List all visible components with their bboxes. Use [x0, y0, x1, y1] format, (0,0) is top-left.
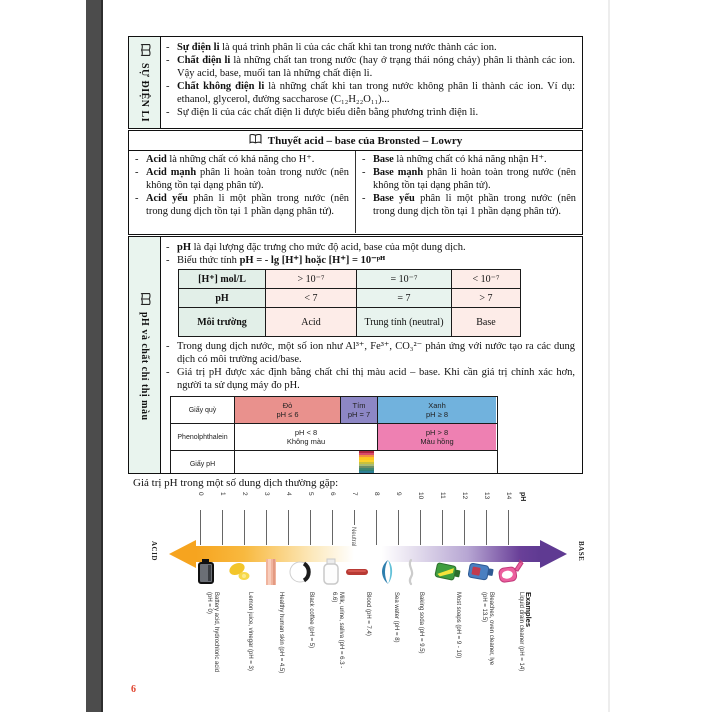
- table-cell: = 10⁻⁷: [357, 270, 452, 289]
- page-number: 6: [131, 684, 136, 695]
- ph-paper-swatch: [359, 473, 374, 474]
- tick-mark: [310, 510, 311, 545]
- tick-mark: [288, 510, 289, 545]
- table-row: [179, 308, 521, 337]
- bullet-item: [166, 80, 575, 106]
- table-cell: < 7: [266, 289, 357, 308]
- bullet-item: [166, 241, 575, 254]
- cell-line: Xanh: [428, 401, 446, 410]
- cell-line: Đỏ: [282, 401, 293, 410]
- tick-label: 7: [351, 492, 358, 496]
- cell-line: pH ≥ 8: [425, 410, 449, 419]
- bullet-dash: -: [166, 242, 170, 253]
- sidebar-su-dien-li: [129, 37, 161, 128]
- tick-mark: [354, 510, 355, 525]
- bullet-text: Giá trị pH được xác định bằng chất chỉ thị màu acid – base. Khi cần giá trị chính xác hơn, người ta sử dụng máy đo pH.: [177, 367, 575, 391]
- table-cell: Base: [452, 308, 521, 337]
- bullet-text: Sự điện li của các chất điện li được biểu diễn bằng phương trình điện li.: [177, 107, 479, 118]
- cell-line: pH > 8: [425, 428, 449, 437]
- tick-label: 0: [197, 492, 204, 496]
- bullet-text: Biểu thức tính pH = - lg [H⁺] hoặc [H⁺] = 10⁻ᵖᴴ: [177, 255, 386, 266]
- product-label: Liquid drain cleaner (pH = 14): [518, 592, 524, 672]
- bullet-item: [135, 166, 349, 192]
- bullet-dash: -: [362, 167, 366, 178]
- book-icon: [136, 44, 154, 57]
- ph-paper-row: [171, 451, 497, 474]
- tick-mark: [222, 510, 223, 545]
- product-label: Most soaps (pH = 9 - 10): [455, 592, 461, 659]
- bullet-item: [166, 106, 575, 119]
- row-label: Phenolphthalein: [171, 424, 235, 450]
- bullet-text: Chất không điện li là những chất khi tan trong nước không phân li thành các ion. Ví dụ: ethanol, glycerol, đường saccharose (C₁₂H₂₂O₁₁)...: [177, 81, 575, 105]
- ph-scale-caption: Giá trị pH trong một số dung dịch thường gặp:: [133, 477, 339, 489]
- phenolphthalein-colorless-cell: [235, 424, 378, 450]
- tick-label: 3: [263, 492, 270, 496]
- row-label: Giấy pH: [171, 451, 235, 474]
- table-cell: < 10⁻⁷: [452, 270, 521, 289]
- tick-mark: [398, 510, 399, 545]
- phenolphthalein-row: [171, 424, 497, 451]
- bullet-item: [166, 340, 575, 366]
- table-row: [179, 270, 521, 289]
- bullet-text: Sự điện li là quá trình phân li của các chất khi tan trong nước thành các ion.: [177, 42, 497, 53]
- tick-label: 2: [241, 492, 248, 496]
- acid-column: [129, 151, 356, 233]
- product-label: Baking soda (pH = 9.5): [418, 592, 424, 654]
- neutral-label: Neutral: [350, 527, 356, 547]
- bullet-item: [166, 254, 575, 267]
- section-header: [129, 131, 582, 151]
- tick-mark: [376, 510, 377, 545]
- tick-label: 13: [483, 492, 490, 500]
- bullet-dash: -: [166, 367, 170, 378]
- bullet-dash: -: [166, 81, 170, 92]
- book-icon: [136, 292, 154, 305]
- tick-label: 6: [329, 492, 336, 496]
- tick-label: 5: [307, 492, 314, 496]
- book-icon: [249, 134, 262, 147]
- cell-line: pH < 8: [294, 428, 318, 437]
- section-title: Thuyết acid – base của Bronsted – Lowry: [267, 134, 463, 147]
- baking-soda-icon: [397, 556, 425, 588]
- base-column: [356, 151, 582, 233]
- examples-label: Examples: [524, 592, 533, 628]
- blood-icon: [344, 556, 372, 588]
- bullet-dash: -: [135, 154, 139, 165]
- bullet-item: [362, 166, 576, 192]
- cell-line: pH = 7: [347, 410, 371, 419]
- tick-mark: [508, 510, 509, 545]
- bullet-text: Trong dung dịch nước, một số ion như Al³⁺, Fe³⁺, CO₃²⁻ phản ứng với nước tạo ra các dung dịch có môi trường acid/base.: [177, 341, 575, 365]
- table-cell: > 10⁻⁷: [266, 270, 357, 289]
- cell-line: Tím: [352, 401, 366, 410]
- sea-water-icon: [372, 556, 400, 588]
- tick-label: 4: [285, 492, 292, 496]
- skin-icon: [257, 556, 285, 588]
- bullet-item: [362, 153, 576, 166]
- photo-edge-strip: [86, 0, 103, 712]
- table-cell: = 7: [357, 289, 452, 308]
- table-cell: Trung tính (neutral): [357, 308, 452, 337]
- tick-mark: [244, 510, 245, 545]
- bullet-text: Chất điện li là những chất tan trong nước (hay ở trạng thái nóng chảy) phân li thành các ion. Vậy acid, base, muối tan là những chất điện li.: [177, 55, 576, 79]
- product-label: Bleaches, oven cleaner, lye (pH = 13.5): [480, 592, 494, 666]
- base-label: BASE: [577, 541, 585, 562]
- base-arrowhead: [540, 540, 567, 568]
- drain-cleaner-icon: [497, 556, 525, 588]
- indicator-table: [170, 396, 498, 474]
- bullet-dash: -: [166, 55, 170, 66]
- table-cell: Môi trường: [179, 308, 266, 337]
- lemon-icon: [226, 556, 254, 588]
- bullet-text: Base là những chất có khả năng nhận H⁺.: [373, 154, 547, 165]
- tick-label: 9: [395, 492, 402, 496]
- bleach-icon: [467, 556, 495, 588]
- product-label: Healthy human skin (pH = 4.5): [278, 592, 284, 674]
- battery-icon: [192, 556, 220, 588]
- row-label: Giấy quỳ: [171, 397, 235, 423]
- table-cell: Acid: [266, 308, 357, 337]
- cell-line: Không màu: [286, 437, 326, 446]
- tick-mark: [486, 510, 487, 545]
- section-su-dien-li: [128, 36, 583, 129]
- litmus-blue-cell: [378, 397, 496, 423]
- sidebar-ph: [129, 237, 161, 473]
- bullet-item: [135, 192, 349, 218]
- bullet-dash: -: [362, 154, 366, 165]
- tick-mark: [420, 510, 421, 545]
- tick-label: 14: [505, 492, 512, 500]
- product-label: Black coffee (pH = 5): [308, 592, 314, 649]
- section-body: [161, 237, 582, 473]
- bullet-item: [166, 41, 575, 54]
- tick-label: 10: [417, 492, 424, 500]
- acid-label: ACID: [150, 541, 158, 561]
- bullet-item: [166, 54, 575, 80]
- product-label: Milk, urine, saliva (pH = 6.3 - 6.6): [330, 592, 344, 669]
- table-cell: > 7: [452, 289, 521, 308]
- tick-mark: [332, 510, 333, 545]
- bullet-text: Base yếu phân li một phần trong nước (nên trong dung dịch tồn tại 1 phần dạng phân tử).: [373, 193, 576, 217]
- cell-line: pH ≤ 6: [276, 410, 299, 419]
- section-ph: [128, 236, 583, 474]
- table-cell: [H⁺] mol/L: [179, 270, 266, 289]
- ph-axis-label: pH: [519, 492, 526, 502]
- coffee-icon: [287, 556, 315, 588]
- tick-mark: [200, 510, 201, 545]
- tick-label: 1: [219, 492, 226, 496]
- phenolphthalein-pink-cell: [378, 424, 496, 450]
- tick-mark: [442, 510, 443, 545]
- bullet-dash: -: [166, 341, 170, 352]
- product-label: Battery acid, hydrochloric acid (pH = 0): [205, 592, 219, 673]
- litmus-row: [171, 397, 497, 424]
- milk-icon: [317, 556, 345, 588]
- soap-icon: [434, 556, 462, 588]
- bullet-text: pH là đại lượng đặc trưng cho mức độ acid, base của một dung dịch.: [177, 242, 466, 253]
- bullet-dash: -: [166, 255, 170, 266]
- tick-mark: [266, 510, 267, 545]
- bullet-item: [135, 153, 349, 166]
- ph-paper-strip: [235, 451, 497, 474]
- bullet-text: Acid là những chất có khả năng cho H⁺.: [146, 154, 315, 165]
- bullet-dash: -: [135, 167, 139, 178]
- ph-definition-table: [178, 269, 521, 337]
- bullet-item: [362, 192, 576, 218]
- litmus-purple-cell: [341, 397, 378, 423]
- bullet-dash: -: [166, 42, 170, 53]
- tick-label: 11: [439, 492, 446, 499]
- sidebar-label: pH và chất chỉ thị màu: [139, 311, 150, 421]
- bullet-dash: -: [362, 193, 366, 204]
- bullet-item: [166, 366, 575, 392]
- cell-line: Màu hồng: [420, 437, 454, 446]
- table-cell: pH: [179, 289, 266, 308]
- table-row: [179, 289, 521, 308]
- tick-label: 8: [373, 492, 380, 496]
- litmus-red-cell: [235, 397, 341, 423]
- tick-mark: [464, 510, 465, 545]
- bullet-text: Acid mạnh phân li hoàn toàn trong nước (nên không tồn tại dạng phân tử).: [146, 167, 349, 191]
- bullet-text: Acid yếu phân li một phần trong nước (nên trong dung dịch tồn tại 1 phần dạng phân tử).: [146, 193, 349, 217]
- sidebar-label: SỰ ĐIỆN LI: [139, 63, 150, 123]
- product-label: Blood (pH = 7.4): [365, 592, 371, 636]
- product-label: Lemon juice, vinegar (pH = 3): [247, 592, 253, 671]
- page-right-edge: [608, 0, 610, 712]
- section-body: [161, 37, 582, 128]
- bullet-text: Base mạnh phân li hoàn toàn trong nước (nên không tồn tại dạng phân tử).: [373, 167, 576, 191]
- two-columns: [129, 151, 582, 233]
- tick-label: 12: [461, 492, 468, 500]
- product-label: Sea water (pH = 8): [393, 592, 399, 643]
- bullet-dash: -: [166, 107, 170, 118]
- section-bronsted: [128, 130, 583, 235]
- bullet-dash: -: [135, 193, 139, 204]
